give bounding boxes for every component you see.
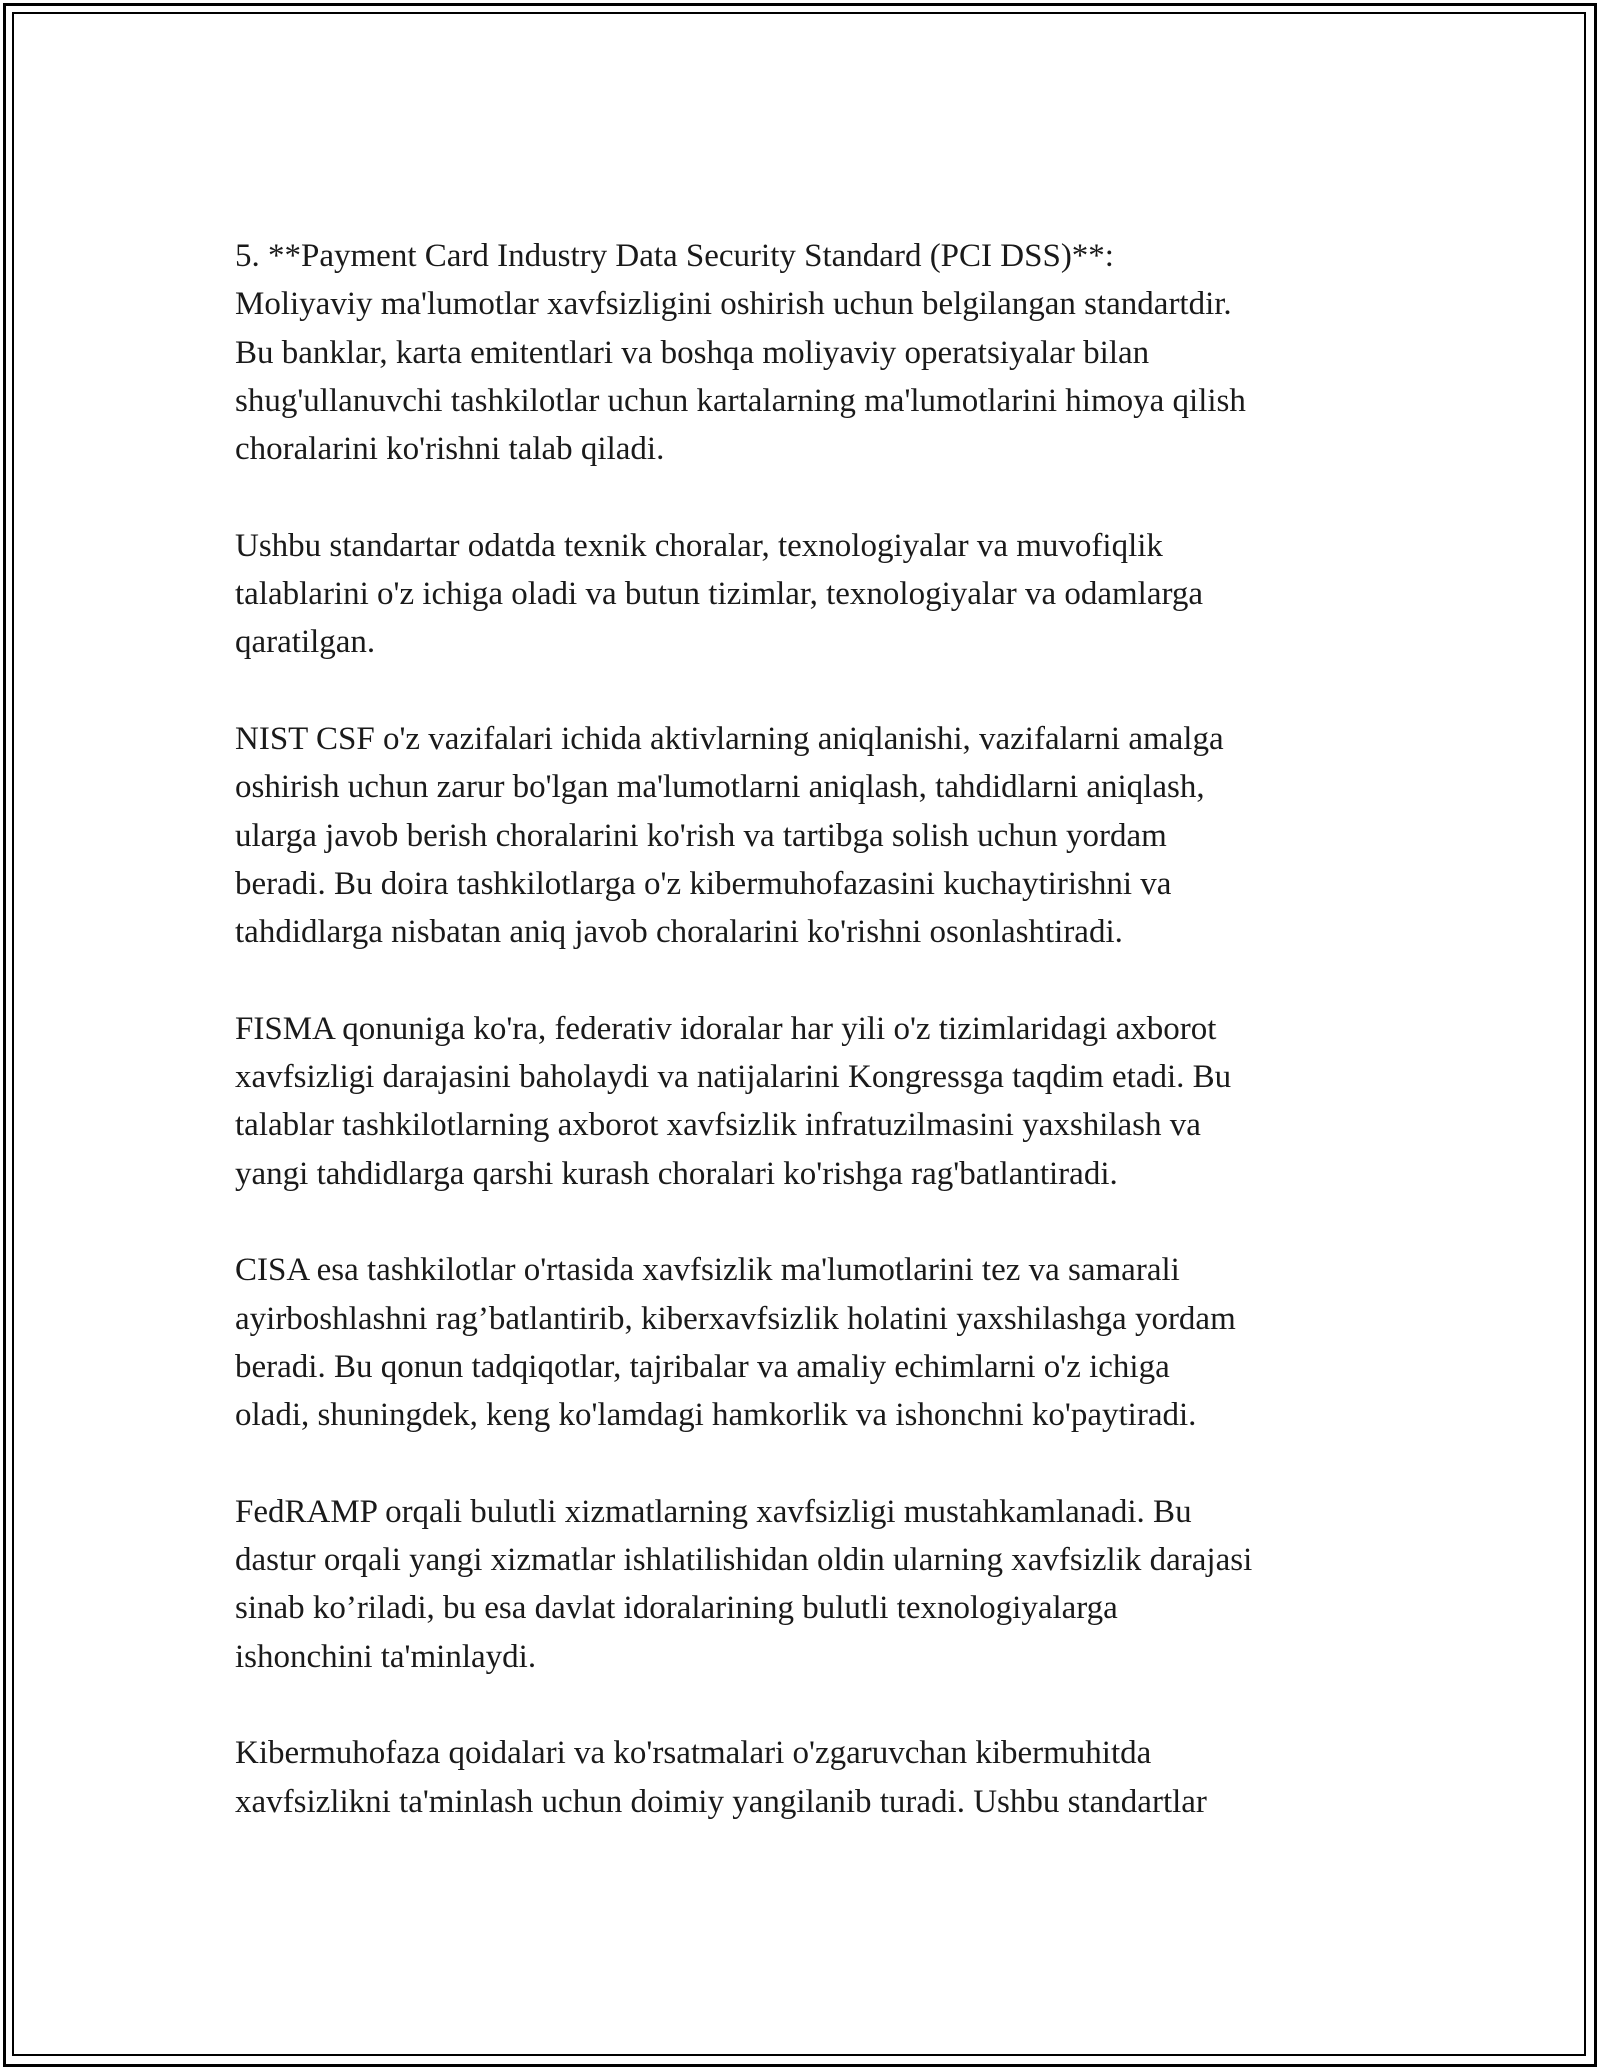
- text-line: sinab ko’riladi, bu esa davlat idoralarining bulutli texnologiyalarga: [235, 1590, 1118, 1627]
- text-line: NIST CSF o'z vazifalari ichida aktivlarning aniqlanishi, vazifalarni amalga: [235, 720, 1224, 757]
- paragraph-fedramp: [235, 1488, 1405, 1681]
- text-line: ayirboshlashni rag’batlantirib, kiberxavfsizlik holatini yaxshilashga yordam: [235, 1300, 1236, 1337]
- text-line: Bu banklar, karta emitentlari va boshqa moliyaviy operatsiyalar bilan: [235, 334, 1150, 371]
- text-line: oladi, shuningdek, keng ko'lamdagi hamkorlik va ishonchni ko'paytiradi.: [235, 1397, 1197, 1434]
- text-line: shug'ullanuvchi tashkilotlar uchun kartalarning ma'lumotlarini himoya qilish: [235, 382, 1246, 419]
- paragraph-fisma: [235, 1005, 1405, 1198]
- text-line: FISMA qonuniga ko'ra, federativ idoralar har yili o'z tizimlaridagi axborot: [235, 1010, 1217, 1047]
- paragraph-nist-csf: [235, 715, 1405, 956]
- text-line: Kibermuhofaza qoidalari va ko'rsatmalari o'zgaruvchan kibermuhitda: [235, 1735, 1152, 1772]
- text-line: CISA esa tashkilotlar o'rtasida xavfsizlik ma'lumotlarini tez va samarali: [235, 1252, 1180, 1289]
- text-line: qaratilgan.: [235, 624, 376, 661]
- text-line: Moliyaviy ma'lumotlar xavfsizligini oshirish uchun belgilangan standartdir.: [235, 286, 1232, 323]
- text-line: xavfsizlikni ta'minlash uchun doimiy yangilanib turadi. Ushbu standartlar: [235, 1783, 1207, 1820]
- text-line: beradi. Bu doira tashkilotlarga o'z kibermuhofazasini kuchaytirishni va: [235, 865, 1172, 902]
- text-line: yangi tahdidlarga qarshi kurash choralari ko'rishga rag'batlantiradi.: [235, 1155, 1118, 1192]
- text-line: beradi. Bu qonun tadqiqotlar, tajribalar va amaliy echimlarni o'z ichiga: [235, 1348, 1170, 1385]
- paragraph-cisa: [235, 1246, 1405, 1439]
- text-line: oshirish uchun zarur bo'lgan ma'lumotlarni aniqlash, tahdidlarni aniqlash,: [235, 769, 1205, 806]
- paragraph-cyber-rules: [235, 1729, 1405, 1826]
- text-line: tahdidlarga nisbatan aniq javob choralarini ko'rishni osonlashtiradi.: [235, 914, 1123, 951]
- text-line: ishonchini ta'minlaydi.: [235, 1638, 537, 1675]
- text-line: talablar tashkilotlarning axborot xavfsizlik infratuzilmasini yaxshilash va: [235, 1107, 1201, 1144]
- paragraph-standards: [235, 522, 1405, 667]
- text-line: choralarini ko'rishni talab qiladi.: [235, 431, 665, 468]
- text-line: ularga javob berish choralarini ko'rish va tartibga solish uchun yordam: [235, 817, 1167, 854]
- paragraph-pci-dss: [235, 232, 1405, 473]
- text-line: 5. **Payment Card Industry Data Security Standard (PCI DSS)**:: [235, 238, 1114, 274]
- text-line: dastur orqali yangi xizmatlar ishlatilishidan oldin ularning xavfsizlik darajasi: [235, 1542, 1253, 1579]
- text-line: talablarini o'z ichiga oladi va butun tizimlar, texnologiyalar va odamlarga: [235, 576, 1204, 613]
- text-line: Ushbu standartar odatda texnik choralar, texnologiyalar va muvofiqlik: [235, 527, 1163, 564]
- text-line: FedRAMP orqali bulutli xizmatlarning xavfsizligi mustahkamlanadi. Bu: [235, 1493, 1192, 1530]
- document-body: [235, 232, 1405, 1874]
- text-line: xavfsizligi darajasini baholaydi va natijalarini Kongressga taqdim etadi. Bu: [235, 1059, 1232, 1096]
